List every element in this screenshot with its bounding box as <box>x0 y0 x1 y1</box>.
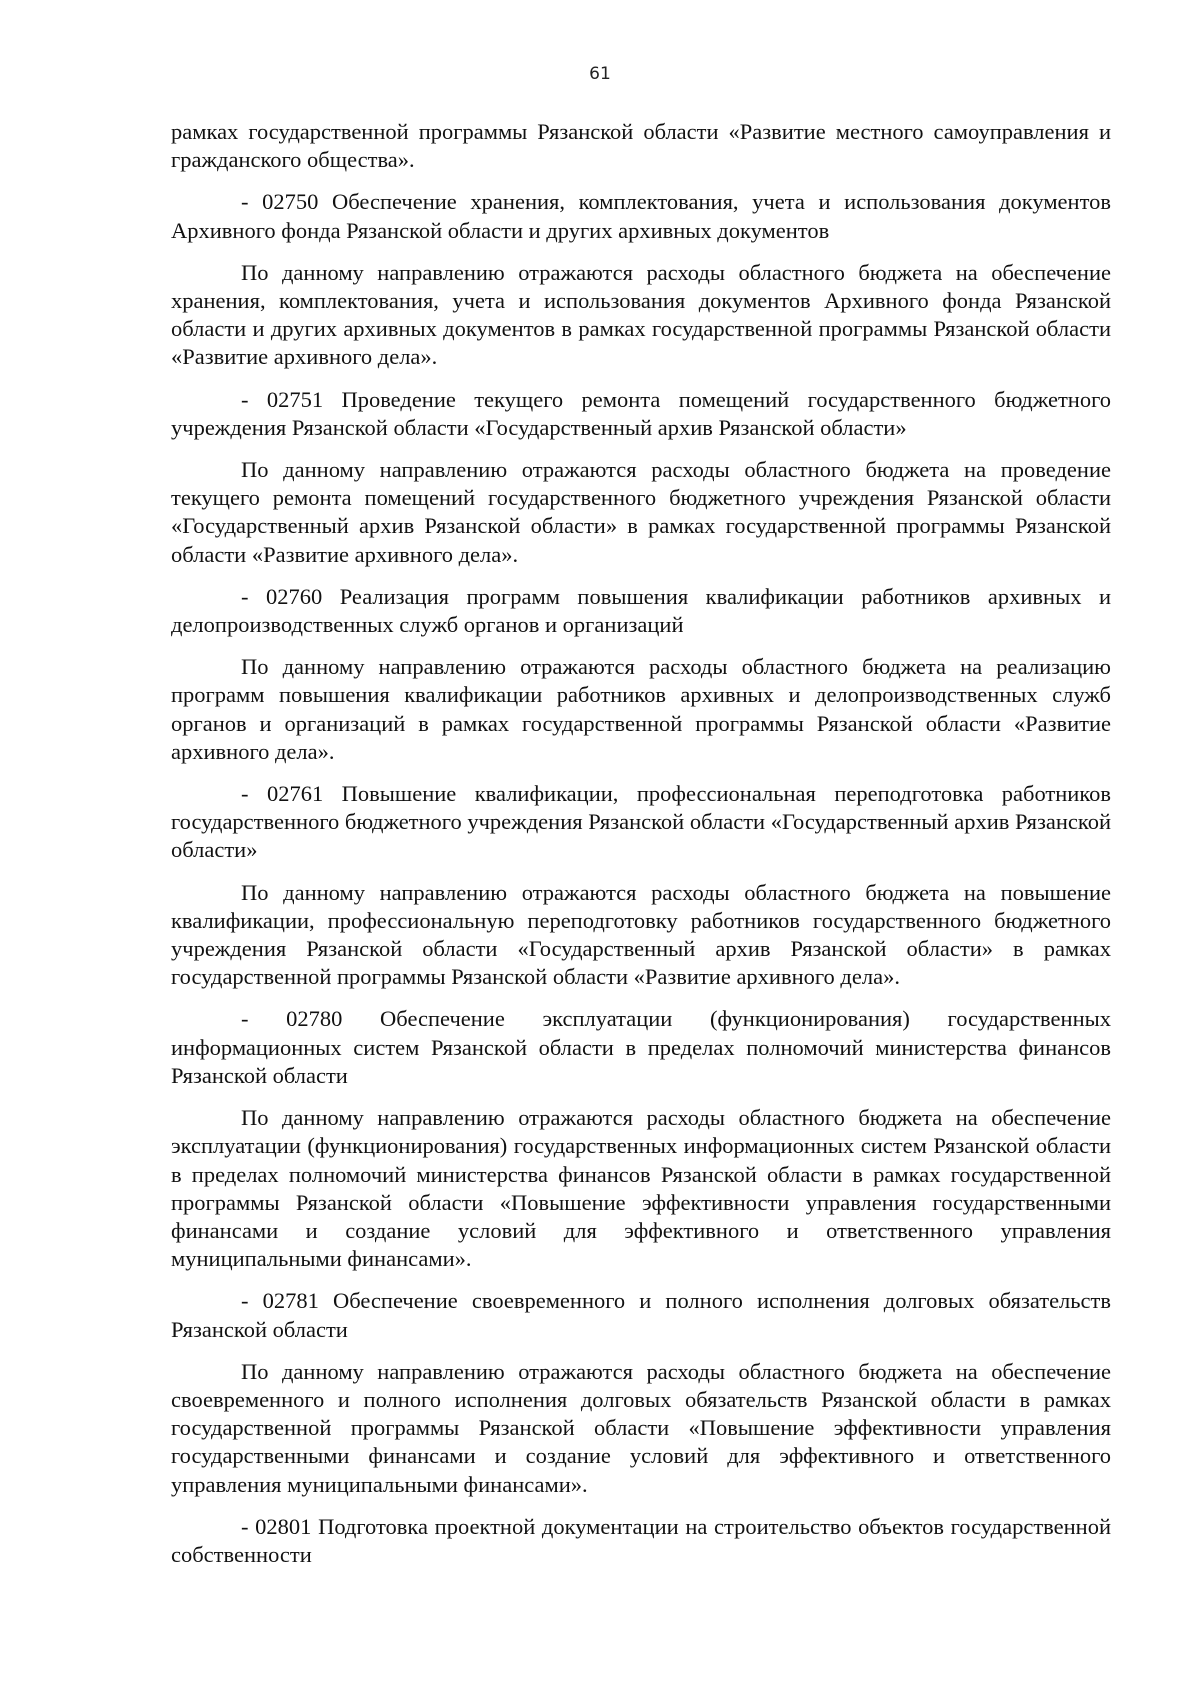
paragraph-continuation: рамках государственной программы Рязанской области «Развитие местного самоуправления и гражданского общества». <box>171 119 1111 173</box>
paragraph-02780-description: По данному направлению отражаются расходы областного бюджета на обеспечение эксплуатации (функционирования) государственных информационных систем Рязанской области в пределах полномочий министерства финансов Рязанской области в рамках государственной программы Рязанской области «Повышение эффективности управления государственными финансами и создание условий для эффективного и ответственного управления муниципальными финансами». <box>171 1105 1111 1272</box>
section-heading-02801: - 02801 Подготовка проектной документации на строительство объектов государственной собственности <box>171 1513 1111 1567</box>
paragraph-02761-description: По данному направлению отражаются расходы областного бюджета на повышение квалификации, профессиональную переподготовку работников государственного бюджетного учреждения Рязанской области «Государственный архив Рязанской области» в рамках государственной программы Рязанской области «Развитие архивного дела». <box>171 879 1111 990</box>
section-heading-02760: - 02760 Реализация программ повышения квалификации работников архивных и делопроизводственных служб органов и организаций <box>171 583 1111 638</box>
document-body <box>171 118 1111 1583</box>
section-heading-02780: - 02780 Обеспечение эксплуатации (функционирования) государственных информационных систем Рязанской области в пределах полномочий министерства финансов Рязанской области <box>171 1006 1111 1088</box>
section-heading-02761: - 02761 Повышение квалификации, профессиональная переподготовка работников государственного бюджетного учреждения Рязанской области «Государственный архив Рязанской области» <box>171 781 1111 863</box>
paragraph-02751-description: По данному направлению отражаются расходы областного бюджета на проведение текущего ремонта помещений государственного бюджетного учреждения Рязанской области «Государственный архив Рязанской области» в рамках государственной программы Рязанской области «Развитие архивного дела». <box>171 457 1111 567</box>
paragraph-02781-description: По данному направлению отражаются расходы областного бюджета на обеспечение своевременного и полного исполнения долговых обязательств Рязанской области в рамках государственной программы Рязанской области «Повышение эффективности управления государственными финансами и создание условий для эффективного и ответственного управления муниципальными финансами». <box>171 1358 1111 1497</box>
section-heading-02751: - 02751 Проведение текущего ремонта помещений государственного бюджетного учреждения Рязанской области «Государственный архив Рязанской области» <box>171 386 1111 440</box>
section-heading-02781: - 02781 Обеспечение своевременного и полного исполнения долговых обязательств Рязанской области <box>171 1288 1111 1342</box>
paragraph-02750-description: По данному направлению отражаются расходы областного бюджета на обеспечение хранения, комплектования, учета и использования документов Архивного фонда Рязанской области и других архивных документов в рамках государственной программы Рязанской области «Развитие архивного дела». <box>171 259 1111 370</box>
section-heading-02750: - 02750 Обеспечение хранения, комплектования, учета и использования документов Архивного фонда Рязанской области и других архивных документов <box>171 189 1111 243</box>
page-number: 61 <box>589 64 611 84</box>
paragraph-02760-description: По данному направлению отражаются расходы областного бюджета на реализацию программ повышения квалификации работников архивных и делопроизводственных служб органов и организаций в рамках государственной программы Рязанской области «Развитие архивного дела». <box>171 654 1111 764</box>
